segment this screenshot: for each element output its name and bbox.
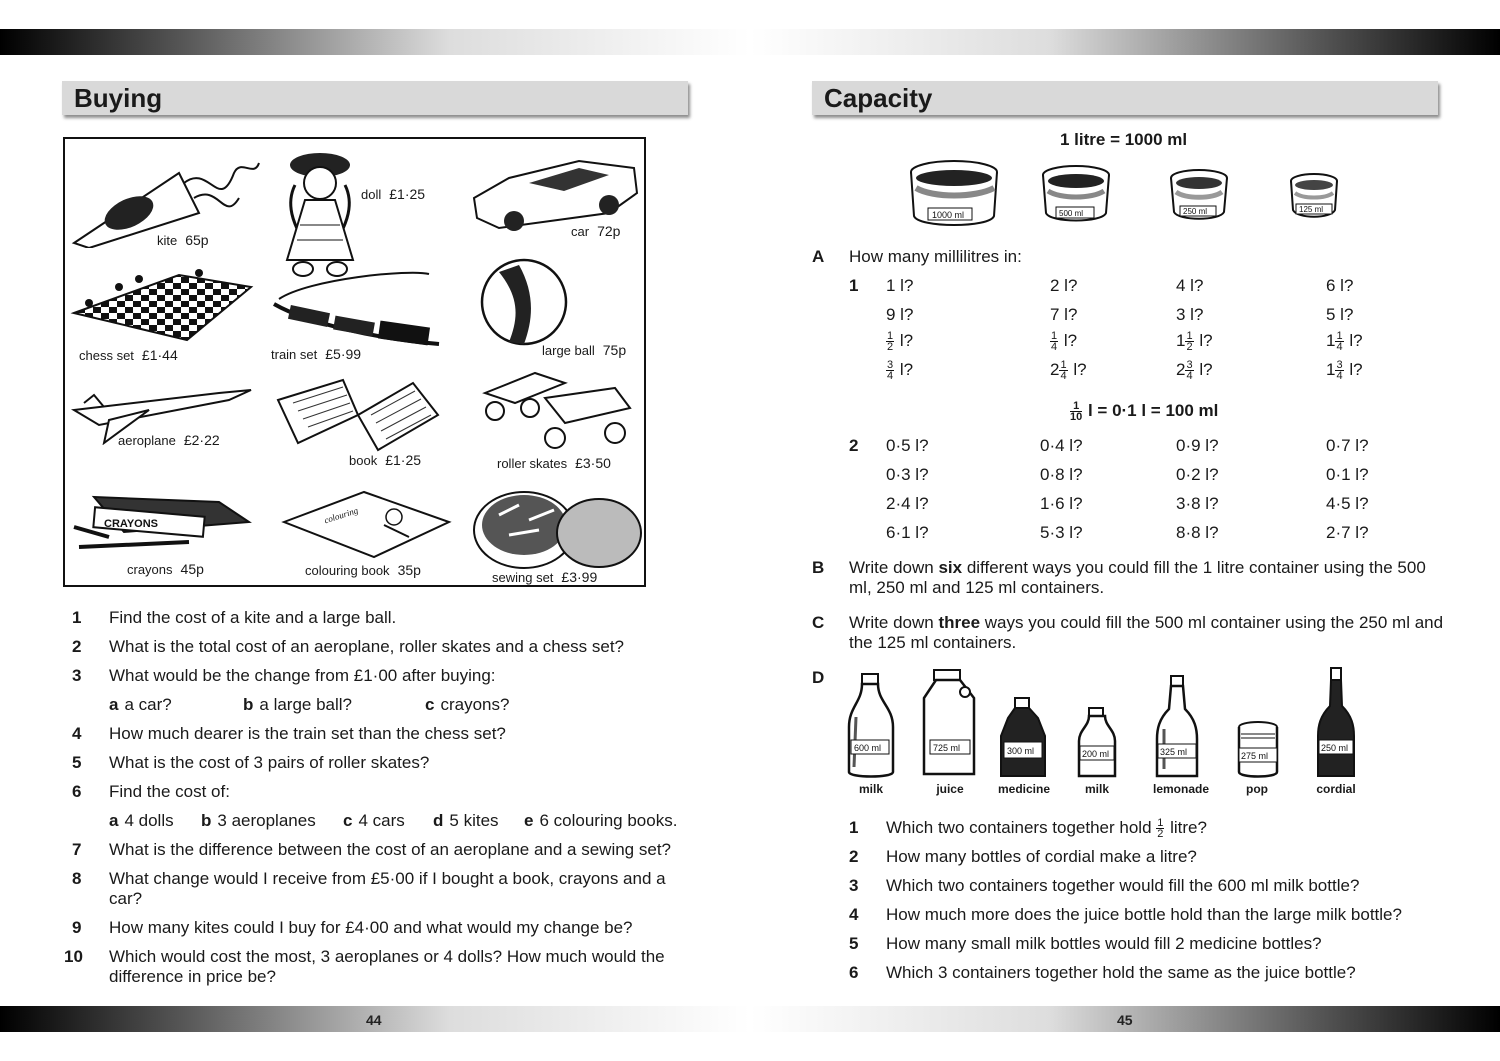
car-illustration [469, 153, 644, 233]
section-letter-c: C [812, 613, 825, 632]
bottle-capacity: 325 ml [1160, 747, 1188, 757]
grid-cell: 1·6 l? [1040, 494, 1083, 513]
item-label-kite: kite 65p [157, 232, 209, 248]
grid-cell: 0·1 l? [1326, 465, 1369, 484]
container-1000ml-illustration [908, 158, 1000, 230]
question-number: 3 [849, 876, 859, 895]
question-6-part-b: b 3 aeroplanes [201, 811, 316, 830]
question-number: 1 [849, 276, 859, 295]
container-250ml-illustration [1168, 168, 1230, 224]
section-c-text: Write down three ways you could fill the 500 ml container using the 250 ml and the 125 ml containers. [849, 613, 1444, 652]
grid-cell-fraction: 2 $\frac{3}{4}$ l? [1176, 359, 1213, 383]
item-label-sewing-set: sewing set £3·99 [492, 569, 598, 585]
bottle-capacity: 300 ml [1007, 746, 1035, 756]
top-decorative-band [0, 29, 1500, 55]
large-ball-illustration [479, 257, 574, 349]
grid-cell: 2·4 l? [886, 494, 929, 513]
question-number: 4 [72, 724, 82, 743]
fraction: $\frac{3}{4}$ [1186, 359, 1193, 383]
question-3-part-a: a a car? [109, 695, 172, 714]
question-number: 10 [64, 947, 83, 966]
question-text: Find the cost of: [109, 782, 230, 801]
item-label-chess-set: chess set £1·44 [79, 347, 178, 363]
section-letter-d: D [812, 668, 825, 687]
shop-items-illustration [63, 137, 646, 587]
grid-cell-fraction: 2 $\frac{1}{4}$ l? [1050, 359, 1087, 383]
grid-cell: 2·7 l? [1326, 523, 1369, 542]
question-number: 4 [849, 905, 859, 924]
fraction: $\frac{3}{4}$ [1336, 359, 1343, 383]
question-6-part-d: d 5 kites [433, 811, 499, 830]
question-text: How many small milk bottles would fill 2 medicine bottles? [886, 934, 1322, 953]
item-label-doll: doll £1·25 [361, 186, 426, 202]
sewing-set-illustration [469, 485, 644, 570]
grid-cell: 7 l? [1050, 305, 1078, 324]
grid-cell: 5·3 l? [1040, 523, 1083, 542]
item-label-large-ball: large ball 75p [542, 342, 627, 358]
tenth-litre-equation: $\frac{1}{10}$ l = 0·1 l = 100 ml [1070, 400, 1219, 424]
bottle-name: milk [858, 782, 883, 796]
juice-carton-illustration [920, 668, 978, 780]
cordial-bottle-illustration [1314, 666, 1358, 780]
fraction: $\frac{1}{10}$ [1070, 400, 1083, 424]
question-text: Which 3 containers together hold the same as the juice bottle? [886, 963, 1356, 982]
fraction: $\frac{1}{2}$ [1157, 817, 1164, 841]
item-label-book: book £1·25 [349, 452, 422, 468]
question-6-part-c: c 4 cars [343, 811, 405, 830]
section-letter-a: A [812, 247, 825, 266]
crayons-illustration [69, 487, 254, 559]
fraction: $\frac{1}{4}$ [1060, 359, 1067, 383]
grid-cell: 2 l? [1050, 276, 1078, 295]
container-label: 125 ml [1299, 205, 1324, 214]
section-a-prompt: How many millilitres in: [849, 247, 1022, 266]
grid-cell: 0·3 l? [886, 465, 929, 484]
question-number: 8 [72, 869, 82, 888]
bottle-name: medicine [997, 782, 1051, 796]
item-label-colouring-book: colouring book 35p [305, 562, 421, 578]
milk-bottle-large-illustration [846, 672, 896, 780]
question-text: Which two containers together would fill the 600 ml milk bottle? [886, 876, 1360, 895]
grid-cell-fraction: $\frac{1}{4}$ l? [1051, 330, 1078, 354]
question-text: Find the cost of a kite and a large ball. [109, 608, 397, 627]
question-number: 6 [72, 782, 82, 801]
grid-cell: 6 l? [1326, 276, 1354, 295]
page-number-right: 45 [1117, 1012, 1133, 1028]
item-label-crayons: crayons 45p [127, 561, 204, 577]
grid-cell: 0·8 l? [1040, 465, 1083, 484]
grid-cell: 3·8 l? [1176, 494, 1219, 513]
grid-cell: 8·8 l? [1176, 523, 1219, 542]
bottle-name: juice [936, 782, 964, 796]
medicine-bottle-illustration [998, 696, 1048, 780]
bottle-name: pop [1246, 782, 1268, 796]
question-number: 1 [849, 818, 859, 837]
grid-cell: 0·2 l? [1176, 465, 1219, 484]
milk-bottle-small-illustration [1076, 706, 1118, 780]
bottle-capacity: 200 ml [1082, 749, 1110, 759]
question-6-part-a: a 4 dolls [109, 811, 174, 830]
bottle-capacity: 725 ml [933, 743, 961, 753]
page-title-capacity: Capacity [812, 81, 1438, 115]
bottle-name: milk [1084, 782, 1109, 796]
bottle-capacity: 250 ml [1321, 743, 1349, 753]
question-text: How many kites could I buy for £4·00 and what would my change be? [109, 918, 633, 937]
question-number: 6 [849, 963, 859, 982]
item-label-train-set: train set £5·99 [271, 346, 362, 362]
question-number: 9 [72, 918, 82, 937]
bottle-name: cordial [1316, 782, 1356, 796]
container-500ml-illustration [1040, 163, 1112, 225]
bottle-capacity: 600 ml [854, 743, 882, 753]
page-title-buying: Buying [62, 81, 688, 115]
section-letter-b: B [812, 558, 825, 577]
grid-cell-fraction: 1 $\frac{3}{4}$ l? [1326, 359, 1363, 383]
question-number: 5 [72, 753, 82, 772]
grid-cell-fraction: 1 $\frac{1}{2}$ l? [1176, 330, 1213, 354]
grid-cell: 9 l? [886, 305, 914, 324]
container-125ml-illustration [1288, 172, 1340, 222]
question-text: What change would I receive from £5·00 if I bought a book, crayons and a car? [109, 869, 666, 908]
grid-cell: 0·4 l? [1040, 436, 1083, 455]
grid-cell: 0·7 l? [1326, 436, 1369, 455]
chess-set-illustration [69, 265, 254, 345]
grid-cell: 4 l? [1176, 276, 1204, 295]
svg-text:colouring: colouring [322, 505, 360, 526]
lemonade-bottle-illustration [1154, 674, 1200, 780]
question-text: How much more does the juice bottle hold than the large milk bottle? [886, 905, 1402, 924]
question-number: 2 [72, 637, 82, 656]
litre-equation: 1 litre = 1000 ml [1060, 130, 1188, 149]
fraction: $\frac{1}{2}$ [887, 330, 894, 354]
question-3-part-c: c crayons? [425, 695, 510, 714]
question-3-part-b: b a large ball? [243, 695, 353, 714]
bottle-name: lemonade [1152, 782, 1209, 796]
question-number: 5 [849, 934, 859, 953]
grid-cell: 5 l? [1326, 305, 1354, 324]
fraction: $\frac{1}{4}$ [1051, 330, 1058, 354]
question-number: 3 [72, 666, 82, 685]
fraction: $\frac{3}{4}$ [887, 359, 894, 383]
grid-cell-fraction: $\frac{1}{2}$ l? [887, 330, 914, 354]
question-text: How much dearer is the train set than the chess set? [109, 724, 506, 743]
question-text: What would be the change from £1·00 after buying: [109, 666, 496, 685]
item-label-roller-skates: roller skates £3·50 [497, 455, 611, 471]
section-b-text: Write down six different ways you could fill the 1 litre container using the 500 ml, 250 ml and 125 ml containers. [849, 558, 1426, 597]
roller-skates-illustration [475, 363, 635, 455]
book-illustration [273, 375, 443, 455]
question-6-part-e: e 6 colouring books. [524, 811, 678, 830]
doll-illustration [275, 145, 365, 280]
question-text: How many bottles of cordial make a litre? [886, 847, 1197, 866]
colouring-book-illustration [279, 487, 454, 562]
question-text: What is the difference between the cost of an aeroplane and a sewing set? [109, 840, 671, 859]
container-label: 500 ml [1059, 209, 1084, 218]
svg-text:CRAYONS: CRAYONS [104, 518, 158, 530]
question-number: 7 [72, 840, 82, 859]
grid-cell: 1 l? [886, 276, 914, 295]
item-label-aeroplane: aeroplane £2·22 [118, 432, 220, 448]
train-set-illustration [269, 269, 444, 349]
question-number: 1 [72, 608, 82, 627]
container-label: 1000 ml [932, 210, 965, 220]
grid-cell: 4·5 l? [1326, 494, 1369, 513]
question-text: Which would cost the most, 3 aeroplanes or 4 dolls? How much would the difference in price be? [109, 947, 665, 986]
grid-cell: 3 l? [1176, 305, 1204, 324]
grid-cell-fraction: 1 $\frac{1}{4}$ l? [1326, 330, 1363, 354]
bottle-capacity: 275 ml [1241, 751, 1269, 761]
question-text: What is the total cost of an aeroplane, roller skates and a chess set? [109, 637, 625, 656]
question-number: 2 [849, 847, 859, 866]
question-text: What is the cost of 3 pairs of roller skates? [109, 753, 430, 772]
pop-can-illustration [1236, 720, 1280, 780]
page-number-left: 44 [366, 1012, 382, 1028]
question-text: Which two containers together hold $\frac{1}{2}$ litre? [886, 817, 1207, 841]
grid-cell: 6·1 l? [886, 523, 929, 542]
grid-cell: 0·9 l? [1176, 436, 1219, 455]
grid-cell: 0·5 l? [886, 436, 929, 455]
bottom-decorative-band [0, 1006, 1500, 1032]
fraction: $\frac{1}{2}$ [1186, 330, 1193, 354]
container-label: 250 ml [1183, 207, 1208, 216]
grid-cell-fraction: $\frac{3}{4}$ l? [887, 359, 914, 383]
fraction: $\frac{1}{4}$ [1336, 330, 1343, 354]
item-label-car: car 72p [571, 223, 621, 239]
question-number: 2 [849, 436, 859, 455]
